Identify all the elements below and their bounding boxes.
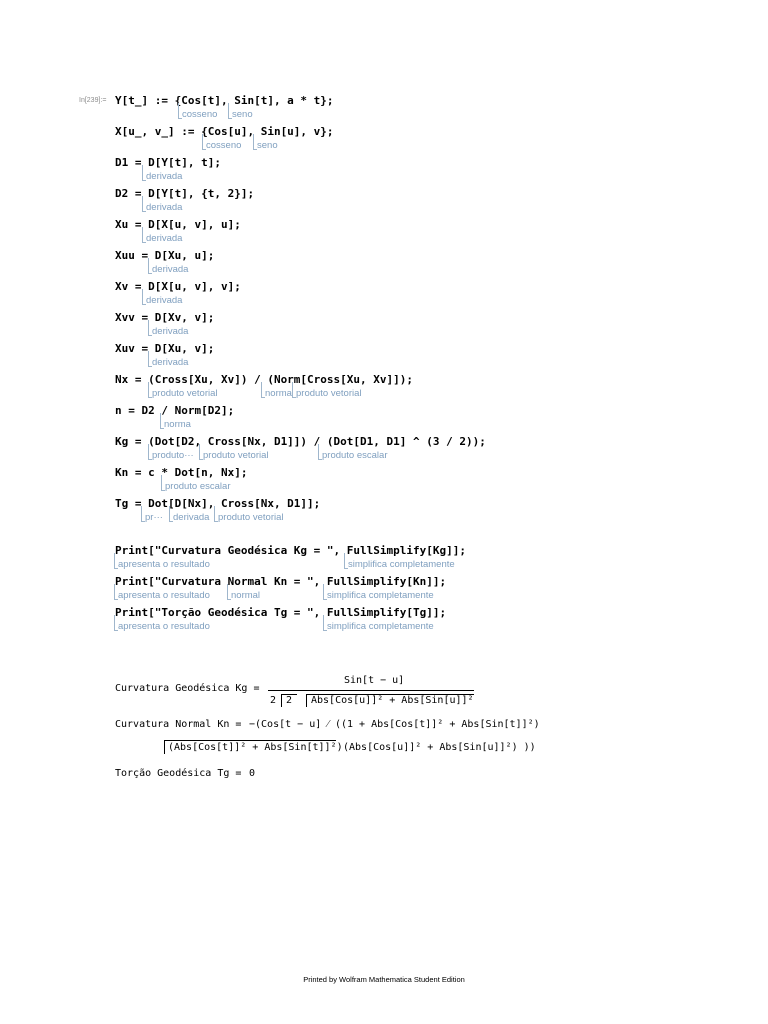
output-kg-sqrt-sign [306, 694, 307, 707]
hint-derivada[interactable]: derivada [142, 171, 182, 182]
output-kg-numerator: Sin[t − u] [344, 675, 405, 686]
hint-produto-vetorial[interactable]: produto vetorial [199, 450, 268, 461]
output-kg-fraction-bar [268, 690, 474, 691]
code-line-print-tg[interactable]: Print["Torção Geodésica Tg = ", FullSimplify[Tg]]; [115, 606, 447, 619]
code-line-kg[interactable]: Kg = (Dot[D2, Cross[Nx, D1]]) / (Dot[D1, D1] ^ (3 / 2)); [115, 435, 486, 448]
code-line-xvv[interactable]: Xvv = D[Xv, v]; [115, 311, 215, 324]
output-kn-label: Curvatura Normal Kn = [115, 719, 242, 730]
code-line-xu[interactable]: Xu = D[X[u, v], u]; [115, 218, 241, 231]
hint-seno[interactable]: seno [228, 109, 253, 120]
output-kg-sqrt2-radicand: 2 [286, 695, 293, 706]
hint-normal[interactable]: normal [227, 590, 260, 601]
hint-produto-escalar[interactable]: produto escalar [161, 481, 230, 492]
hint-norma[interactable]: norma [261, 388, 292, 399]
code-line-print-kn[interactable]: Print["Curvatura Normal Kn = ", FullSimplify[Kn]]; [115, 575, 447, 588]
code-line-d1[interactable]: D1 = D[Y[t], t]; [115, 156, 221, 169]
code-line-x-def[interactable]: X[u_, v_] := {Cos[u], Sin[u], v}; [115, 125, 334, 138]
output-kn-expression-line2: (Abs[Cos[u]]² + Abs[Sin[u]]²) )) [343, 742, 536, 753]
output-kg-denominator-factor: 2 [270, 695, 277, 706]
code-line-nx[interactable]: Nx = (Cross[Xu, Xv]) / (Norm[Cross[Xu, Xv]]); [115, 373, 414, 386]
output-tg-label: Torção Geodésica Tg = [115, 768, 242, 779]
hint-derivada[interactable]: derivada [142, 202, 182, 213]
hint-apresenta[interactable]: apresenta o resultado [114, 590, 210, 601]
output-kn-sqrt-sign [164, 740, 165, 754]
hint-apresenta[interactable]: apresenta o resultado [114, 559, 210, 570]
hint-produto-escalar[interactable]: produto escalar [318, 450, 387, 461]
code-line-xuu[interactable]: Xuu = D[Xu, u]; [115, 249, 215, 262]
output-kn-sqrt-radicand: (Abs[Cos[t]]² + Abs[Sin[t]]²) [168, 742, 343, 753]
hint-derivada[interactable]: derivada [169, 512, 209, 523]
hint-derivada[interactable]: derivada [148, 357, 188, 368]
hint-produto-vetorial[interactable]: produto vetorial [148, 388, 217, 399]
print-footer: Printed by Wolfram Mathematica Student Edition [303, 975, 465, 984]
hint-simplifica[interactable]: simplifica completamente [323, 621, 434, 632]
hint-cosseno[interactable]: cosseno [178, 109, 217, 120]
code-line-kn[interactable]: Kn = c * Dot[n, Nx]; [115, 466, 248, 479]
hint-produto[interactable]: produto··· [148, 450, 194, 461]
code-line-y-def[interactable]: Y[t_] := {Cos[t], Sin[t], a * t}; [115, 94, 334, 107]
hint-simplifica[interactable]: simplifica completamente [344, 559, 455, 570]
code-line-n[interactable]: n = D2 / Norm[D2]; [115, 404, 235, 417]
hint-norma[interactable]: norma [160, 419, 191, 430]
output-kg-sqrt-radicand: Abs[Cos[u]]² + Abs[Sin[u]]² [311, 695, 474, 706]
code-line-xuv[interactable]: Xuv = D[Xu, v]; [115, 342, 215, 355]
output-kg-label: Curvatura Geodésica Kg = [115, 683, 260, 694]
output-kg-sqrt2-sign [281, 694, 282, 707]
code-line-d2[interactable]: D2 = D[Y[t], {t, 2}]; [115, 187, 255, 200]
hint-derivada[interactable]: derivada [148, 264, 188, 275]
hint-pr[interactable]: pr··· [141, 512, 163, 523]
hint-derivada[interactable]: derivada [142, 233, 182, 244]
hint-produto-vetorial[interactable]: produto vetorial [214, 512, 283, 523]
output-tg-value: 0 [249, 768, 256, 779]
code-line-tg[interactable]: Tg = Dot[D[Nx], Cross[Nx, D1]]; [115, 497, 321, 510]
code-line-print-kg[interactable]: Print["Curvatura Geodésica Kg = ", FullSimplify[Kg]]; [115, 544, 466, 557]
hint-derivada[interactable]: derivada [148, 326, 188, 337]
hint-produto-vetorial[interactable]: produto vetorial [292, 388, 361, 399]
code-line-xv[interactable]: Xv = D[X[u, v], v]; [115, 280, 241, 293]
hint-seno[interactable]: seno [253, 140, 278, 151]
hint-cosseno[interactable]: cosseno [202, 140, 241, 151]
hint-apresenta[interactable]: apresenta o resultado [114, 621, 210, 632]
output-kn-sqrt-bar [164, 740, 336, 741]
cell-input-label: In[239]:= [79, 97, 107, 104]
hint-simplifica[interactable]: simplifica completamente [323, 590, 434, 601]
output-kn-expression-line1: −(Cos[t − u] ⁄ ((1 + Abs[Cos[t]]² + Abs[Sin[t]]²) [249, 719, 540, 730]
hint-derivada[interactable]: derivada [142, 295, 182, 306]
